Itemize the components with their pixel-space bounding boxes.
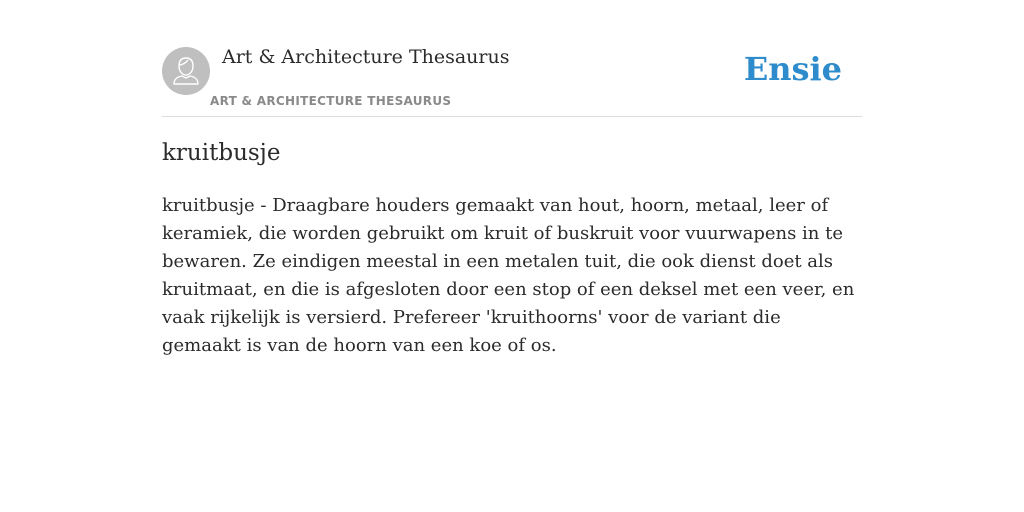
source-label[interactable]: ART & ARCHITECTURE THESAURUS [210,94,452,108]
user-silhouette-icon [162,47,210,95]
author-name[interactable]: Art & Architecture Thesaurus [222,46,510,68]
entry-title: kruitbusje [162,140,281,166]
entry-header [162,46,862,117]
ensie-logo[interactable]: Ensie [743,50,842,88]
entry-definition: kruitbusje - Draagbare houders gemaakt van hout, hoorn, metaal, leer of keramiek, die worden gebruikt om kruit of buskruit voor vuurwapens in te bewaren. Ze eindigen meestal in een metalen tuit, die ook dienst doet als kruitmaat, en die is afgesloten door een stop of een deksel met een veer, en vaak rijkelijk is versierd. Prefereer 'kruithoorns' voor de variant die gemaakt is van de hoorn van een koe of os. [162,195,855,356]
author-avatar[interactable] [162,47,210,95]
